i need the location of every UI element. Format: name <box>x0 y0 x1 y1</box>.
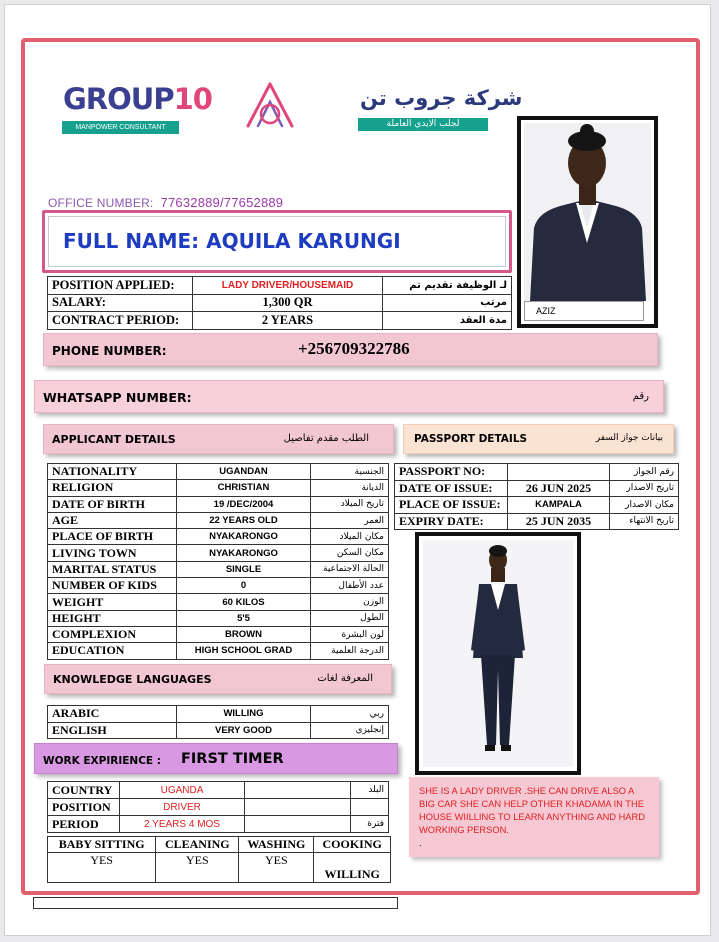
detail-value: UGANDAN <box>177 464 311 480</box>
skill-value: YES <box>239 853 314 883</box>
whatsapp-bar <box>34 380 664 413</box>
passport-row-label: DATE OF ISSUE: <box>395 480 508 497</box>
table-row <box>395 464 679 481</box>
work-row-value: 2 YEARS 4 MOS <box>120 816 245 833</box>
passport-row-arabic: رقم الجواز <box>610 464 679 481</box>
detail-value: BROWN <box>177 626 311 642</box>
language-label: ARABIC <box>48 706 177 723</box>
detail-value: 22 YEARS OLD <box>177 512 311 528</box>
table-row <box>395 480 679 497</box>
detail-arabic: الوزن <box>311 594 389 610</box>
remarks-text: SHE IS A LADY DRIVER .SHE CAN DRIVE ALSO A BIG CAR SHE CAN HELP OTHER KHADAMA IN THE HOUSE WIILLING TO LEARN ANYTHING AND HARD WORKING PERSON. <box>419 786 645 835</box>
passport-row-arabic: مكان الاصدار <box>610 497 679 514</box>
phone-label: PHONE NUMBER: <box>52 344 167 358</box>
detail-label: MARITAL STATUS <box>48 561 177 577</box>
detail-arabic: مكان السكن <box>311 545 389 561</box>
detail-value: 60 KILOS <box>177 594 311 610</box>
passport-label: PASSPORT DETAILS <box>414 433 528 445</box>
passport-row-value <box>508 464 610 481</box>
passport-row-value: 25 JUN 2035 <box>508 513 610 530</box>
remarks-dot: . <box>419 838 422 848</box>
applicant-details-table <box>47 463 389 660</box>
detail-label: NATIONALITY <box>48 464 177 480</box>
work-row-arabic: البلد <box>351 782 389 799</box>
contract-value: 2 YEARS <box>193 312 383 330</box>
passport-row-value: 26 JUN 2025 <box>508 480 610 497</box>
detail-arabic: تاريخ الميلاد <box>311 496 389 512</box>
detail-arabic: الدرجة العلمية <box>311 643 389 659</box>
work-row-label: PERIOD <box>48 816 120 833</box>
work-row-arabic: فترة <box>351 816 389 833</box>
detail-arabic: الطول <box>311 610 389 626</box>
detail-value: NYAKARONGO <box>177 529 311 545</box>
arabic-logo: شركة جروب تن <box>360 86 523 110</box>
table-row <box>48 496 389 512</box>
portrait-photo <box>517 116 658 328</box>
contract-arabic: مدة العقد <box>383 312 512 330</box>
table-row <box>48 837 391 853</box>
applicant-arabic: الطلب مقدم تفاصيل <box>283 433 369 444</box>
passport-row-label: PLACE OF ISSUE: <box>395 497 508 514</box>
detail-label: PLACE OF BIRTH <box>48 529 177 545</box>
work-row-value: DRIVER <box>120 799 245 816</box>
table-row <box>48 706 389 723</box>
detail-value: CHRISTIAN <box>177 480 311 496</box>
applicant-label: APPLICANT DETAILS <box>52 433 176 446</box>
detail-arabic: الحالة الاجتماعية <box>311 561 389 577</box>
detail-value: NYAKARONGO <box>177 545 311 561</box>
language-value: VERY GOOD <box>177 722 311 739</box>
passport-row-label: EXPIRY DATE: <box>395 513 508 530</box>
office-number: OFFICE NUMBER: 77632889/77652889 <box>48 195 284 210</box>
work-row-label: COUNTRY <box>48 782 120 799</box>
phone-number: +256709322786 <box>298 339 410 358</box>
passport-row-arabic: تاريخ الاصدار <box>610 480 679 497</box>
detail-value: 19 /DEC/2004 <box>177 496 311 512</box>
footer-box <box>33 897 398 909</box>
arabic-logo-subtitle: لجلب الايدي العاملة <box>358 118 488 131</box>
table-row <box>48 626 389 642</box>
detail-arabic: عدد الأطفال <box>311 578 389 594</box>
detail-arabic: العمر <box>311 512 389 528</box>
knowledge-label: KNOWLEDGE LANGUAGES <box>53 673 212 686</box>
table-row <box>48 722 389 739</box>
table-row <box>48 816 389 833</box>
applicant-details-bar <box>43 424 394 454</box>
contract-label: CONTRACT PERIOD: <box>48 312 193 330</box>
language-value: WILLING <box>177 706 311 723</box>
full-name-box <box>42 210 512 273</box>
position-arabic: لـ الوظيفة تقديم تم <box>383 277 512 295</box>
skill-label: CLEANING <box>156 837 239 853</box>
table-row <box>48 643 389 659</box>
table-row <box>48 464 389 480</box>
knowledge-arabic: المعرفة لغات <box>317 673 373 684</box>
languages-table <box>47 705 389 739</box>
center-emblem-icon <box>240 76 300 134</box>
detail-arabic: الجنسية <box>311 464 389 480</box>
table-row <box>48 512 389 528</box>
table-row <box>48 277 512 295</box>
detail-label: HEIGHT <box>48 610 177 626</box>
table-row <box>48 610 389 626</box>
empty-cell <box>245 816 351 833</box>
phone-bar <box>43 333 658 366</box>
table-row <box>48 294 512 312</box>
work-row-value: UGANDA <box>120 782 245 799</box>
detail-value: HIGH SCHOOL GRAD <box>177 643 311 659</box>
position-table <box>47 276 512 330</box>
skill-value: YES <box>48 853 156 883</box>
language-label: ENGLISH <box>48 722 177 739</box>
skill-label: WASHING <box>239 837 314 853</box>
position-label: POSITION APPLIED: <box>48 277 193 295</box>
table-row <box>48 480 389 496</box>
detail-value: 0 <box>177 578 311 594</box>
detail-arabic: مكان الميلاد <box>311 529 389 545</box>
language-arabic: ربي <box>311 706 389 723</box>
knowledge-languages-bar <box>44 664 392 694</box>
whatsapp-arabic: رقم <box>632 391 649 402</box>
passport-row-label: PASSPORT NO: <box>395 464 508 481</box>
empty-cell <box>245 799 351 816</box>
skill-value: YES <box>156 853 239 883</box>
table-row <box>48 529 389 545</box>
detail-label: LIVING TOWN <box>48 545 177 561</box>
passport-details-bar <box>403 424 674 454</box>
detail-label: WEIGHT <box>48 594 177 610</box>
passport-row-value: KAMPALA <box>508 497 610 514</box>
full-body-photo <box>415 532 581 775</box>
passport-arabic: بيانات جواز السفر <box>595 433 663 443</box>
passport-table <box>394 463 679 530</box>
table-row <box>395 497 679 514</box>
skill-label: BABY SITTING <box>48 837 156 853</box>
work-label: WORK EXPIRIENCE : <box>43 755 161 767</box>
detail-label: DATE OF BIRTH <box>48 496 177 512</box>
table-row <box>48 799 389 816</box>
position-value: LADY DRIVER/HOUSEMAID <box>193 277 383 295</box>
table-row <box>48 853 391 883</box>
detail-label: EDUCATION <box>48 643 177 659</box>
table-row <box>48 561 389 577</box>
full-name: FULL NAME: AQUILA KARUNGI <box>48 216 506 267</box>
group10-logo-subtitle: MANPOWER CONSULTANT <box>62 121 179 134</box>
salary-label: SALARY: <box>48 294 193 312</box>
work-value: FIRST TIMER <box>181 751 284 767</box>
work-row-arabic <box>351 799 389 816</box>
remarks-note <box>409 777 659 857</box>
detail-label: NUMBER OF KIDS <box>48 578 177 594</box>
detail-value: 5'5 <box>177 610 311 626</box>
detail-arabic: الديانة <box>311 480 389 496</box>
work-experience-bar <box>34 743 398 774</box>
table-row <box>395 513 679 530</box>
photo-caption: AZIZ <box>524 301 644 321</box>
detail-label: AGE <box>48 512 177 528</box>
group10-logo: GROUP10 <box>63 82 212 116</box>
detail-label: COMPLEXION <box>48 626 177 642</box>
skills-table <box>47 836 391 883</box>
salary-value: 1,300 QR <box>193 294 383 312</box>
work-table <box>47 781 389 833</box>
skill-label: COOKING <box>314 837 391 853</box>
salary-arabic: مرتب <box>383 294 512 312</box>
empty-cell <box>245 782 351 799</box>
skill-value: WILLING <box>314 853 391 883</box>
table-row <box>48 312 512 330</box>
detail-label: RELIGION <box>48 480 177 496</box>
table-row <box>48 594 389 610</box>
table-row <box>48 782 389 799</box>
table-row <box>48 545 389 561</box>
detail-arabic: لون البشرة <box>311 626 389 642</box>
passport-row-arabic: تاريخ الانتهاء <box>610 513 679 530</box>
detail-value: SINGLE <box>177 561 311 577</box>
whatsapp-label: WHATSAPP NUMBER: <box>43 390 192 405</box>
table-row <box>48 578 389 594</box>
language-arabic: إنجليزي <box>311 722 389 739</box>
work-row-label: POSITION <box>48 799 120 816</box>
